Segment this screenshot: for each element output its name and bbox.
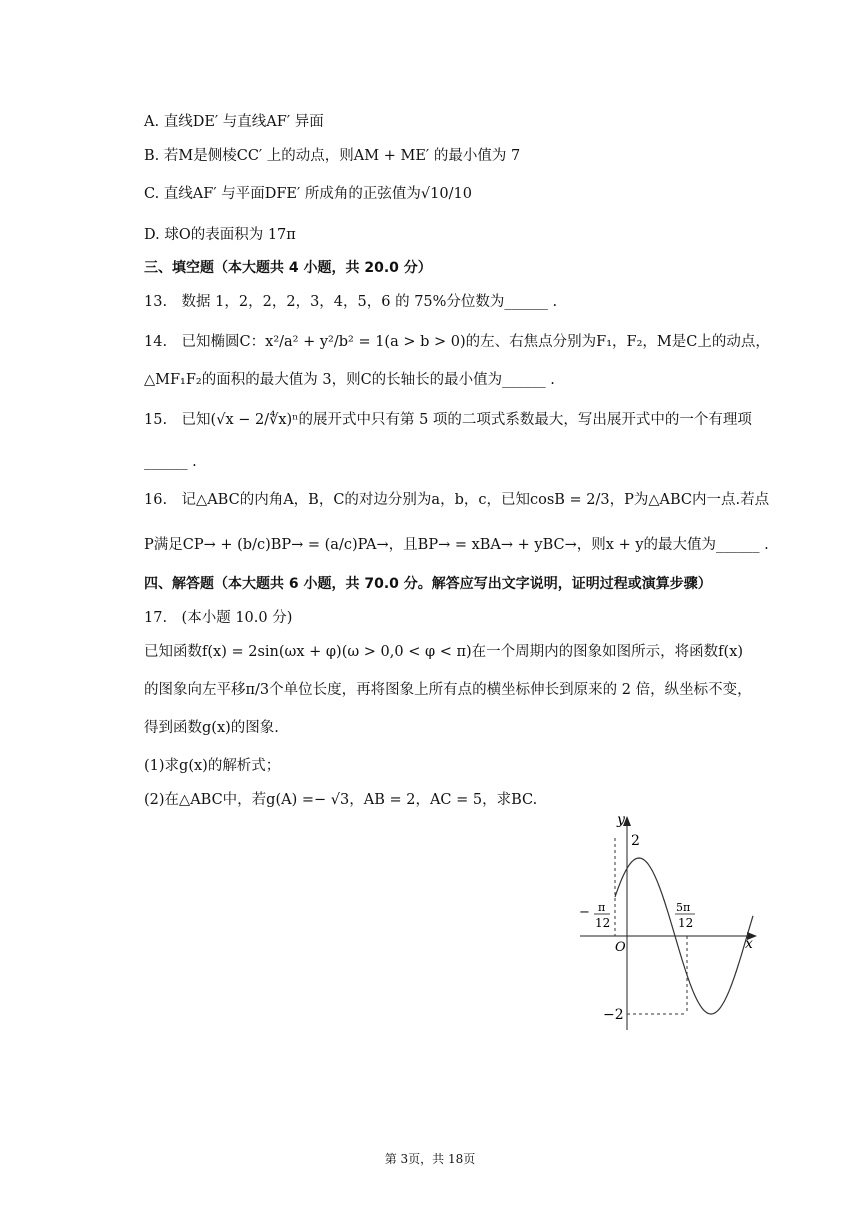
y-max-label: 2 (631, 833, 640, 849)
text-line-q17c: 得到函数g(x)的图象. (144, 720, 279, 736)
text-line-optB: B. 若M是侧棱CC′ 上的动点，则AM + ME′ 的最小值为 7 (144, 148, 521, 164)
text-line-q14a: 14. 已知椭圆C：x²/a² + y²/b² = 1(a > b > 0)的左、右焦点分别为F₁，F₂，M是C上的动点， (144, 334, 770, 350)
text-line-q17d: (1)求g(x)的解析式； (144, 758, 281, 774)
section-heading: 三、填空题（本大题共 4 小题，共 20.0 分） (144, 260, 432, 276)
x-right-den: 12 (678, 916, 694, 930)
y-min-label: −2 (603, 1007, 624, 1023)
text-line-optD: D. 球O的表面积为 17π (144, 227, 296, 243)
page-footer: 第 3页，共 18页 (384, 1152, 476, 1166)
x-right-num: 5π (676, 901, 691, 914)
x-axis-label: x (745, 936, 753, 952)
text-line-q17a: 已知函数f(x) = 2sin(ωx + φ)(ω > 0,0 < φ < π)在一个周期内的图象如图所示，将函数f(x) (144, 644, 744, 660)
text-line-q15a: 15. 已知(√x − 2/∜x)ⁿ的展开式中只有第 5 项的二项式系数最大，写出展开式中的一个有理项 (144, 412, 752, 428)
function-graph (575, 808, 765, 1038)
text-line-optA: A. 直线DE′ 与直线AF′ 异面 (144, 114, 324, 130)
y-axis-label: y (617, 812, 625, 828)
text-line-q14b: △MF₁F₂的面积的最大值为 3，则C的长轴长的最小值为______ . (144, 372, 555, 388)
text-line-q17e: (2)在△ABC中，若g(A) =− √3，AB = 2，AC = 5，求BC. (144, 792, 538, 808)
x-left-minus: − (579, 905, 590, 920)
text-line-q17b: 的图象向左平移π/3个单位长度，再将图象上所有点的横坐标伸长到原来的 2 倍，纵坐标不变， (144, 682, 752, 698)
text-line-q16b: P满足CP→ + (b/c)BP→ = (a/c)PA→，且BP→ = xBA→ + yBC→，则x + y的最大值为______ . (144, 537, 769, 553)
text-line-q13: 13. 数据 1，2，2，2，3，4，5，6 的 75%分位数为______ . (144, 294, 558, 310)
text-line-q17h: 17. (本小题 10.0 分) (144, 610, 293, 626)
origin-label: O (615, 940, 626, 955)
text-line-q15b: ______ . (144, 454, 197, 470)
section-heading: 四、解答题（本大题共 6 小题，共 70.0 分。解答应写出文字说明，证明过程或演算步骤） (144, 576, 712, 592)
x-left-num: π (598, 901, 606, 914)
x-left-den: 12 (595, 916, 611, 930)
text-line-optC: C. 直线AF′ 与平面DFE′ 所成角的正弦值为√10/10 (144, 186, 472, 202)
text-line-q16a: 16. 记△ABC的内角A，B，C的对边分别为a，b，c，已知cosB = 2/3，P为△ABC内一点.若点 (144, 492, 770, 508)
